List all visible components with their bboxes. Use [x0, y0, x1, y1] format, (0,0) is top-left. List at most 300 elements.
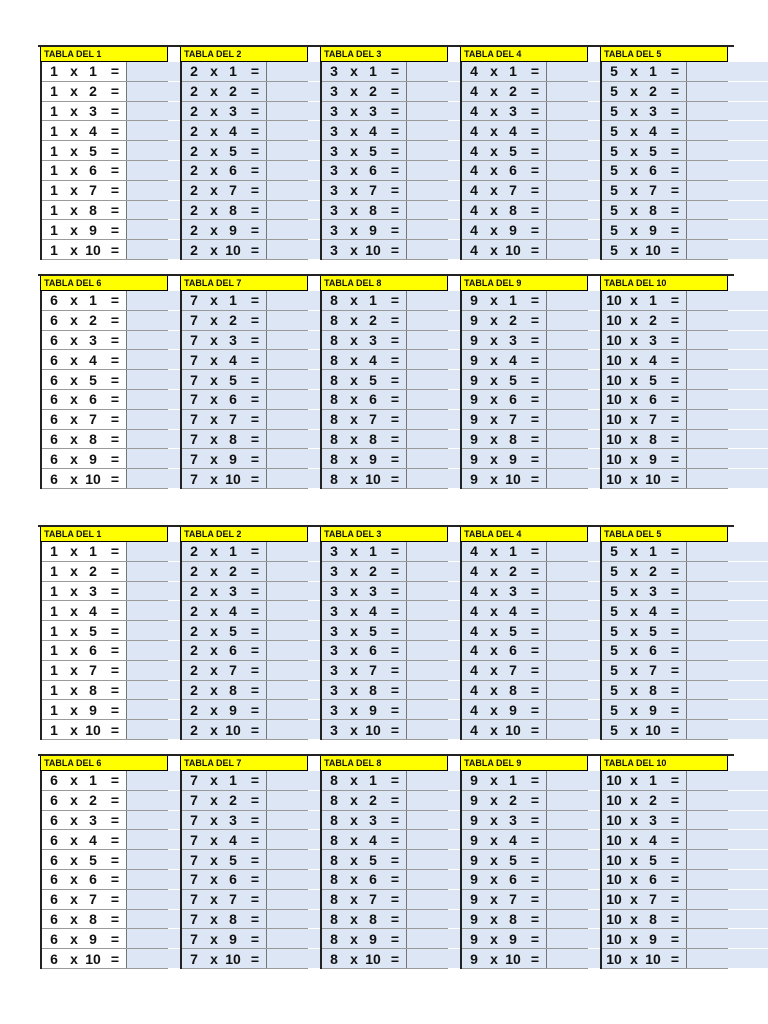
times-sign: x	[70, 470, 78, 487]
row-expression	[182, 430, 267, 449]
answer-input[interactable]	[687, 291, 768, 310]
multiplicand: 7	[190, 891, 198, 908]
table-rows	[40, 62, 168, 260]
answer-input[interactable]	[687, 469, 768, 488]
table-row	[602, 161, 728, 181]
times-sign: x	[350, 312, 358, 329]
equals-sign: =	[390, 221, 400, 238]
multiplicand: 9	[470, 371, 478, 388]
multiplicand: 10	[606, 811, 622, 828]
row-expression	[322, 641, 407, 660]
multiplicand: 4	[470, 182, 478, 199]
table-title: TABLA DEL 2	[180, 45, 308, 62]
row-expression	[602, 181, 687, 200]
equals-sign: =	[670, 391, 680, 408]
multiplier: 5	[509, 851, 517, 868]
row-expression	[602, 621, 687, 640]
multiplier: 4	[649, 122, 657, 139]
equals-sign: =	[530, 681, 540, 698]
table-row	[182, 201, 308, 221]
multiplier: 6	[369, 871, 377, 888]
answer-input[interactable]	[687, 562, 768, 581]
multiplier: 3	[229, 331, 237, 348]
answer-input[interactable]	[687, 430, 768, 449]
multiplier: 1	[229, 292, 237, 309]
multiplier: 4	[89, 122, 97, 139]
table-row	[602, 410, 728, 430]
table-rows	[600, 62, 728, 260]
multiplier: 8	[229, 201, 237, 218]
row-expression	[182, 410, 267, 429]
equals-sign: =	[670, 102, 680, 119]
row-expression	[42, 771, 127, 790]
row-expression	[322, 430, 407, 449]
table-row	[322, 390, 448, 410]
answer-input[interactable]	[687, 621, 768, 640]
table-row	[322, 811, 448, 831]
row-expression	[182, 82, 267, 101]
row-expression	[462, 771, 547, 790]
multiplier: 3	[649, 102, 657, 119]
multiplier: 1	[369, 292, 377, 309]
row-expression	[322, 220, 407, 239]
equals-sign: =	[530, 201, 540, 218]
multiplier: 7	[369, 182, 377, 199]
multiplier: 2	[509, 563, 517, 580]
answer-input[interactable]	[687, 910, 768, 929]
table-row	[322, 641, 448, 661]
row-expression	[462, 62, 547, 81]
equals-sign: =	[390, 681, 400, 698]
multiplicand: 7	[190, 450, 198, 467]
row-expression	[42, 890, 127, 909]
table-row	[182, 161, 308, 181]
multiplication-table	[40, 274, 168, 489]
table-rows	[320, 771, 448, 969]
row-expression	[602, 370, 687, 389]
multiplicand: 9	[470, 891, 478, 908]
row-expression	[182, 641, 267, 660]
table-row	[42, 700, 168, 720]
table-row	[182, 370, 308, 390]
answer-input[interactable]	[687, 410, 768, 429]
multiplicand: 1	[50, 182, 58, 199]
answer-input[interactable]	[687, 370, 768, 389]
multiplier: 9	[509, 701, 517, 718]
answer-input[interactable]	[687, 929, 768, 948]
multiplier: 6	[89, 642, 97, 659]
row-expression	[602, 929, 687, 948]
answer-input[interactable]	[687, 949, 768, 968]
multiplicand: 9	[470, 391, 478, 408]
row-expression	[182, 201, 267, 220]
multiplicand: 7	[190, 351, 198, 368]
row-expression	[462, 240, 547, 259]
multiplicand: 8	[330, 371, 338, 388]
answer-input[interactable]	[687, 201, 768, 220]
multiplicand: 10	[606, 851, 622, 868]
multiplicand: 4	[470, 563, 478, 580]
equals-sign: =	[250, 871, 260, 888]
times-sign: x	[490, 292, 498, 309]
multiplicand: 4	[470, 701, 478, 718]
row-expression	[462, 949, 547, 968]
row-expression	[462, 791, 547, 810]
row-expression	[602, 720, 687, 739]
equals-sign: =	[390, 871, 400, 888]
multiplier: 7	[509, 891, 517, 908]
answer-input[interactable]	[687, 870, 768, 889]
times-sign: x	[350, 642, 358, 659]
row-expression	[182, 681, 267, 700]
multiplier: 1	[229, 63, 237, 80]
answer-input[interactable]	[687, 390, 768, 409]
multiplier: 3	[649, 331, 657, 348]
multiplicand: 7	[190, 331, 198, 348]
answer-input[interactable]	[687, 791, 768, 810]
row-expression	[462, 621, 547, 640]
equals-sign: =	[110, 470, 120, 487]
multiplicand: 1	[50, 662, 58, 679]
table-rows	[40, 542, 168, 740]
table-row	[602, 291, 728, 311]
times-sign: x	[210, 871, 218, 888]
times-sign: x	[490, 811, 498, 828]
answer-input[interactable]	[687, 582, 768, 601]
row-expression	[182, 771, 267, 790]
multiplicand: 7	[190, 430, 198, 447]
answer-input[interactable]	[687, 240, 768, 259]
multiplier: 3	[89, 331, 97, 348]
table-row	[182, 311, 308, 331]
equals-sign: =	[110, 391, 120, 408]
table-row	[42, 582, 168, 602]
table-row	[322, 720, 448, 740]
multiplicand: 7	[190, 831, 198, 848]
row-expression	[462, 562, 547, 581]
table-title: TABLA DEL 1	[40, 45, 168, 62]
answer-input[interactable]	[687, 220, 768, 239]
table-row	[182, 449, 308, 469]
table-rows	[600, 771, 728, 969]
multiplication-table	[40, 754, 168, 969]
answer-input[interactable]	[687, 102, 768, 121]
multiplicand: 5	[610, 241, 618, 258]
answer-input[interactable]	[687, 700, 768, 719]
row-expression	[182, 181, 267, 200]
row-expression	[322, 240, 407, 259]
times-sign: x	[210, 891, 218, 908]
table-row	[462, 700, 588, 720]
multiplicand: 4	[470, 83, 478, 100]
equals-sign: =	[390, 371, 400, 388]
row-expression	[42, 811, 127, 830]
times-sign: x	[490, 162, 498, 179]
times-sign: x	[490, 950, 498, 967]
answer-input[interactable]	[687, 181, 768, 200]
row-expression	[602, 542, 687, 561]
multiplier: 4	[229, 122, 237, 139]
times-sign: x	[350, 950, 358, 967]
table-row	[462, 870, 588, 890]
times-sign: x	[350, 391, 358, 408]
multiplicand: 4	[470, 582, 478, 599]
table-row	[322, 141, 448, 161]
table-row	[42, 430, 168, 450]
answer-input[interactable]	[687, 771, 768, 790]
answer-input[interactable]	[687, 331, 768, 350]
equals-sign: =	[530, 950, 540, 967]
multiplier: 4	[89, 602, 97, 619]
equals-sign: =	[110, 721, 120, 738]
row-expression	[462, 681, 547, 700]
row-expression	[602, 910, 687, 929]
multiplier: 7	[89, 411, 97, 428]
table-row	[462, 681, 588, 701]
multiplier: 5	[89, 851, 97, 868]
multiplicand: 5	[610, 582, 618, 599]
multiplier: 8	[509, 201, 517, 218]
table-row	[42, 870, 168, 890]
multiplicand: 5	[610, 721, 618, 738]
times-sign: x	[350, 930, 358, 947]
row-expression	[322, 811, 407, 830]
equals-sign: =	[530, 221, 540, 238]
table-row	[322, 161, 448, 181]
answer-input[interactable]	[687, 661, 768, 680]
multiplier: 10	[85, 241, 101, 258]
times-sign: x	[210, 811, 218, 828]
equals-sign: =	[670, 871, 680, 888]
multiplicand: 2	[190, 142, 198, 159]
times-sign: x	[70, 83, 78, 100]
table-rows	[600, 542, 728, 740]
table-title: TABLA DEL 10	[600, 274, 728, 291]
table-row	[462, 390, 588, 410]
answer-input[interactable]	[687, 449, 768, 468]
times-sign: x	[490, 622, 498, 639]
multiplicand: 2	[190, 582, 198, 599]
answer-input[interactable]	[687, 121, 768, 140]
multiplier: 9	[229, 450, 237, 467]
equals-sign: =	[110, 450, 120, 467]
answer-input[interactable]	[687, 720, 768, 739]
multiplier: 7	[369, 411, 377, 428]
table-row	[182, 181, 308, 201]
answer-input[interactable]	[687, 830, 768, 849]
multiplicand: 8	[330, 292, 338, 309]
times-sign: x	[350, 331, 358, 348]
times-sign: x	[630, 622, 638, 639]
multiplication-table	[600, 754, 728, 969]
answer-input[interactable]	[687, 542, 768, 561]
row-expression	[462, 331, 547, 350]
answer-input[interactable]	[687, 311, 768, 330]
row-expression	[42, 791, 127, 810]
times-sign: x	[70, 411, 78, 428]
row-expression	[462, 850, 547, 869]
multiplier: 2	[229, 83, 237, 100]
multiplicand: 9	[470, 950, 478, 967]
equals-sign: =	[390, 63, 400, 80]
equals-sign: =	[670, 792, 680, 809]
multiplier: 4	[89, 351, 97, 368]
row-expression	[42, 220, 127, 239]
multiplier: 7	[89, 891, 97, 908]
equals-sign: =	[250, 930, 260, 947]
times-sign: x	[630, 102, 638, 119]
row-expression	[462, 720, 547, 739]
answer-input[interactable]	[687, 811, 768, 830]
times-sign: x	[490, 201, 498, 218]
times-sign: x	[210, 63, 218, 80]
table-title: TABLA DEL 6	[40, 754, 168, 771]
multiplier: 8	[649, 681, 657, 698]
row-expression	[322, 82, 407, 101]
times-sign: x	[490, 122, 498, 139]
answer-input[interactable]	[687, 350, 768, 369]
multiplier: 8	[229, 681, 237, 698]
times-sign: x	[70, 201, 78, 218]
multiplicand: 8	[330, 851, 338, 868]
multiplicand: 7	[190, 871, 198, 888]
multiplier: 4	[369, 831, 377, 848]
multiplicand: 6	[50, 450, 58, 467]
equals-sign: =	[670, 772, 680, 789]
equals-sign: =	[530, 543, 540, 560]
equals-sign: =	[250, 182, 260, 199]
answer-input[interactable]	[687, 850, 768, 869]
row-expression	[182, 850, 267, 869]
row-expression	[602, 949, 687, 968]
multiplier: 3	[509, 331, 517, 348]
multiplicand: 7	[190, 312, 198, 329]
equals-sign: =	[530, 391, 540, 408]
row-expression	[322, 582, 407, 601]
times-sign: x	[630, 891, 638, 908]
equals-sign: =	[250, 351, 260, 368]
multiplier: 1	[369, 63, 377, 80]
times-sign: x	[630, 543, 638, 560]
multiplier: 2	[369, 563, 377, 580]
table-row	[602, 811, 728, 831]
multiplier: 10	[365, 721, 381, 738]
answer-input[interactable]	[687, 890, 768, 909]
equals-sign: =	[530, 930, 540, 947]
answer-input[interactable]	[687, 681, 768, 700]
answer-input[interactable]	[687, 601, 768, 620]
equals-sign: =	[110, 122, 120, 139]
multiplicand: 4	[470, 602, 478, 619]
table-row	[462, 601, 588, 621]
row-expression	[322, 661, 407, 680]
multiplier: 10	[505, 470, 521, 487]
table-row	[42, 390, 168, 410]
answer-input[interactable]	[687, 641, 768, 660]
row-expression	[182, 910, 267, 929]
equals-sign: =	[670, 162, 680, 179]
equals-sign: =	[390, 701, 400, 718]
multiplicand: 1	[50, 241, 58, 258]
multiplier: 2	[89, 792, 97, 809]
times-sign: x	[70, 721, 78, 738]
times-sign: x	[70, 831, 78, 848]
table-row	[182, 601, 308, 621]
multiplicand: 2	[190, 701, 198, 718]
times-sign: x	[210, 910, 218, 927]
times-sign: x	[70, 642, 78, 659]
row-expression	[462, 291, 547, 310]
row-expression	[42, 291, 127, 310]
equals-sign: =	[110, 772, 120, 789]
multiplication-table	[180, 525, 308, 740]
table-rows	[180, 62, 308, 260]
multiplier: 9	[649, 930, 657, 947]
table-row	[322, 700, 448, 720]
table-rows	[460, 771, 588, 969]
multiplication-table	[460, 274, 588, 489]
multiplier: 7	[229, 891, 237, 908]
row-expression	[322, 449, 407, 468]
equals-sign: =	[110, 201, 120, 218]
times-sign: x	[490, 662, 498, 679]
row-expression	[602, 449, 687, 468]
multiplicand: 8	[330, 811, 338, 828]
multiplicand: 5	[610, 83, 618, 100]
times-sign: x	[70, 450, 78, 467]
table-row	[462, 791, 588, 811]
multiplicand: 5	[610, 182, 618, 199]
times-sign: x	[350, 411, 358, 428]
answer-input[interactable]	[687, 62, 768, 81]
equals-sign: =	[530, 470, 540, 487]
multiplier: 8	[89, 430, 97, 447]
table-row	[182, 641, 308, 661]
times-sign: x	[630, 662, 638, 679]
equals-sign: =	[110, 662, 120, 679]
row-expression	[182, 542, 267, 561]
multiplier: 8	[229, 430, 237, 447]
times-sign: x	[630, 122, 638, 139]
row-expression	[42, 240, 127, 259]
table-row	[602, 830, 728, 850]
equals-sign: =	[110, 891, 120, 908]
row-expression	[462, 910, 547, 929]
equals-sign: =	[530, 430, 540, 447]
multiplier: 5	[649, 622, 657, 639]
table-row	[42, 949, 168, 969]
multiplier: 6	[229, 391, 237, 408]
table-row	[602, 469, 728, 489]
answer-input[interactable]	[687, 161, 768, 180]
equals-sign: =	[670, 851, 680, 868]
row-expression	[322, 929, 407, 948]
table-row	[322, 621, 448, 641]
equals-sign: =	[390, 292, 400, 309]
table-title: TABLA DEL 3	[320, 525, 448, 542]
multiplication-table	[600, 45, 728, 260]
table-row	[322, 542, 448, 562]
table-rows	[40, 291, 168, 489]
answer-input[interactable]	[687, 82, 768, 101]
times-sign: x	[210, 182, 218, 199]
multiplicand: 8	[330, 950, 338, 967]
multiplicand: 8	[330, 391, 338, 408]
multiplicand: 5	[610, 142, 618, 159]
times-sign: x	[350, 721, 358, 738]
answer-input[interactable]	[687, 141, 768, 160]
equals-sign: =	[250, 450, 260, 467]
